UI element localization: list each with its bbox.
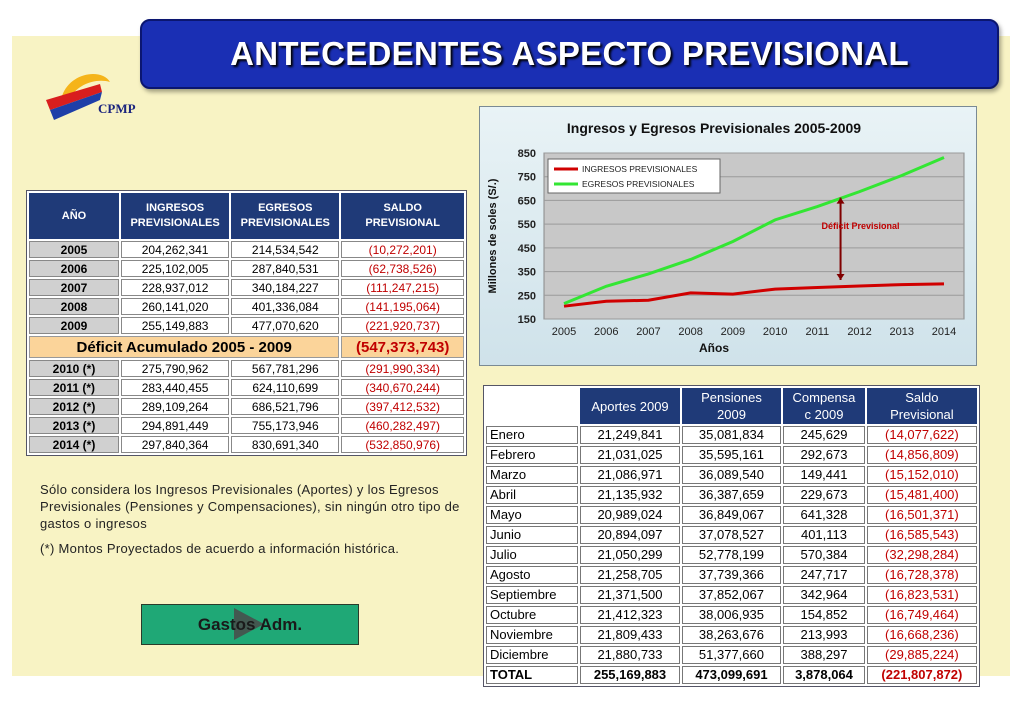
x-axis-label: Años (699, 341, 729, 355)
y-tick-label: 650 (517, 195, 536, 208)
ingresos-cell: 260,141,020 (121, 298, 229, 315)
month-cell: Septiembre (486, 586, 578, 604)
aportes-cell: 21,371,500 (580, 586, 679, 604)
ingresos-cell: 228,937,012 (121, 279, 229, 296)
saldo-cell: (15,481,400) (867, 486, 977, 504)
saldo-cell: (460,282,497) (341, 417, 464, 434)
month-cell: Enero (486, 426, 578, 444)
table-row (486, 546, 977, 564)
compensaciones-cell: 292,673 (783, 446, 865, 464)
x-tick-label: 2012 (847, 326, 872, 338)
ingresos-cell: 255,149,883 (121, 317, 229, 334)
compensaciones-cell: 149,441 (783, 466, 865, 484)
table-row (29, 241, 464, 258)
x-tick-label: 2005 (551, 326, 577, 338)
col-anio: AÑO (29, 193, 119, 239)
table-row (486, 506, 977, 524)
ingresos-cell: 275,790,962 (121, 360, 229, 377)
year-cell: 2008 (29, 298, 119, 315)
saldo-cell: (111,247,215) (341, 279, 464, 296)
year-cell: 2014 (*) (29, 436, 119, 453)
x-tick-label: 2009 (720, 326, 746, 338)
egresos-cell: 830,691,340 (231, 436, 339, 453)
col-pensiones: Pensiones 2009 (682, 388, 781, 424)
egresos-cell: 477,070,620 (231, 317, 339, 334)
saldo-cell: (16,728,378) (867, 566, 977, 584)
egresos-cell: 755,173,946 (231, 417, 339, 434)
month-cell: Marzo (486, 466, 578, 484)
compensaciones-cell: 342,964 (783, 586, 865, 604)
logo-text: CPMP (98, 101, 136, 116)
pensiones-cell: 38,263,676 (682, 626, 781, 644)
table-row (29, 398, 464, 415)
compensaciones-cell: 154,852 (783, 606, 865, 624)
note-projected: (*) Montos Proyectados de acuerdo a información histórica. (40, 541, 400, 556)
col-egresos: EGRESOS PREVISIONALES (231, 193, 339, 239)
aportes-cell: 21,880,733 (580, 646, 679, 664)
x-tick-label: 2006 (593, 326, 619, 338)
aportes-cell: 21,258,705 (580, 566, 679, 584)
saldo-cell: (141,195,064) (341, 298, 464, 315)
egresos-cell: 401,336,084 (231, 298, 339, 315)
x-tick-label: 2007 (636, 326, 661, 338)
saldo-cell: (32,298,284) (867, 546, 977, 564)
deficit-annotation: Déficit Previsional (821, 220, 900, 231)
deficit-value: (547,373,743) (341, 336, 464, 358)
year-cell: 2011 (*) (29, 379, 119, 396)
total-label: TOTAL (486, 666, 578, 684)
col-compensac: Compensa c 2009 (783, 388, 865, 424)
month-cell: Abril (486, 486, 578, 504)
gastos-adm-label: Gastos Adm. (197, 614, 303, 634)
aportes-cell: 21,050,299 (580, 546, 679, 564)
saldo-cell: (397,412,532) (341, 398, 464, 415)
table-row (486, 526, 977, 544)
x-tick-label: 2008 (678, 326, 703, 338)
table-row (486, 586, 977, 604)
compensaciones-cell: 641,328 (783, 506, 865, 524)
compensaciones-cell: 245,629 (783, 426, 865, 444)
gastos-adm-button[interactable] (141, 604, 359, 645)
x-tick-label: 2011 (805, 326, 830, 338)
table-row (486, 606, 977, 624)
table-row (29, 360, 464, 377)
month-cell: Noviembre (486, 626, 578, 644)
x-tick-label: 2013 (889, 326, 915, 338)
year-cell: 2010 (*) (29, 360, 119, 377)
total-aportes: 255,169,883 (580, 666, 679, 684)
egresos-cell: 214,534,542 (231, 241, 339, 258)
table-row (29, 298, 464, 315)
year-cell: 2013 (*) (29, 417, 119, 434)
aportes-cell: 21,809,433 (580, 626, 679, 644)
year-cell: 2006 (29, 260, 119, 277)
table-row (486, 626, 977, 644)
title-banner (140, 19, 999, 89)
y-tick-label: 250 (517, 290, 536, 303)
historic-table (26, 190, 467, 456)
saldo-cell: (10,272,201) (341, 241, 464, 258)
egresos-cell: 567,781,296 (231, 360, 339, 377)
col-ingresos: INGRESOS PREVISIONALES (121, 193, 229, 239)
saldo-cell: (29,885,224) (867, 646, 977, 664)
pensiones-cell: 37,852,067 (682, 586, 781, 604)
saldo-cell: (16,749,464) (867, 606, 977, 624)
pensiones-cell: 36,849,067 (682, 506, 781, 524)
saldo-cell: (15,152,010) (867, 466, 977, 484)
pensiones-cell: 36,387,659 (682, 486, 781, 504)
y-tick-label: 750 (517, 171, 536, 184)
col-saldo: SALDO PREVISIONAL (341, 193, 464, 239)
y-tick-label: 350 (517, 266, 536, 279)
saldo-cell: (14,856,809) (867, 446, 977, 464)
y-axis-label: Millones de soles (S/.) (487, 178, 499, 294)
table-row (29, 417, 464, 434)
table-row (486, 486, 977, 504)
y-tick-label: 550 (517, 219, 536, 232)
egresos-cell: 686,521,796 (231, 398, 339, 415)
pensiones-cell: 35,595,161 (682, 446, 781, 464)
y-tick-label: 850 (517, 148, 536, 160)
month-cell: Agosto (486, 566, 578, 584)
aportes-cell: 21,031,025 (580, 446, 679, 464)
egresos-cell: 287,840,531 (231, 260, 339, 277)
saldo-cell: (16,668,236) (867, 626, 977, 644)
year-cell: 2009 (29, 317, 119, 334)
egresos-cell: 340,184,227 (231, 279, 339, 296)
pensiones-cell: 37,078,527 (682, 526, 781, 544)
table-row (486, 466, 977, 484)
aportes-cell: 21,135,932 (580, 486, 679, 504)
table-row (486, 426, 977, 444)
aportes-cell: 20,894,097 (580, 526, 679, 544)
year-cell: 2005 (29, 241, 119, 258)
saldo-cell: (16,585,543) (867, 526, 977, 544)
saldo-cell: (14,077,622) (867, 426, 977, 444)
table-row (29, 436, 464, 453)
ingresos-cell: 289,109,264 (121, 398, 229, 415)
page-title: ANTECEDENTES ASPECTO PREVISIONAL (230, 35, 909, 72)
saldo-cell: (16,501,371) (867, 506, 977, 524)
col-aportes: Aportes 2009 (580, 388, 679, 424)
monthly-table (483, 385, 980, 687)
saldo-cell: (16,823,531) (867, 586, 977, 604)
ingresos-cell: 225,102,005 (121, 260, 229, 277)
total-row (486, 666, 977, 684)
deficit-label: Déficit Acumulado 2005 - 2009 (29, 336, 339, 358)
col-mes (486, 388, 578, 424)
aportes-cell: 21,412,323 (580, 606, 679, 624)
line-chart (480, 107, 976, 365)
egresos-cell: 624,110,699 (231, 379, 339, 396)
pensiones-cell: 38,006,935 (682, 606, 781, 624)
table-row (29, 279, 464, 296)
compensaciones-cell: 570,384 (783, 546, 865, 564)
legend-label: EGRESOS PREVISIONALES (582, 179, 695, 189)
note-text: Sólo considera los Ingresos Previsionales (Aportes) y los Egresos Previsionales (Pensiones y Compensaciones), sin ningún otro tipo de gastos o ingresos (40, 482, 460, 531)
table-row (486, 566, 977, 584)
year-cell: 2012 (*) (29, 398, 119, 415)
month-cell: Junio (486, 526, 578, 544)
x-tick-label: 2010 (762, 326, 788, 338)
chart-title: Ingresos y Egresos Previsionales 2005-2009 (566, 120, 862, 136)
y-tick-label: 450 (517, 242, 536, 255)
table-row (486, 446, 977, 464)
total-compensaciones: 3,878,064 (783, 666, 865, 684)
compensaciones-cell: 213,993 (783, 626, 865, 644)
total-pensiones: 473,099,691 (682, 666, 781, 684)
deficit-row (29, 336, 464, 358)
month-cell: Octubre (486, 606, 578, 624)
x-tick-label: 2014 (931, 326, 957, 338)
compensaciones-cell: 229,673 (783, 486, 865, 504)
aportes-cell: 21,086,971 (580, 466, 679, 484)
table-row (486, 646, 977, 664)
ingresos-cell: 297,840,364 (121, 436, 229, 453)
saldo-cell: (62,738,526) (341, 260, 464, 277)
saldo-cell: (340,670,244) (341, 379, 464, 396)
ingresos-cell: 283,440,455 (121, 379, 229, 396)
compensaciones-cell: 388,297 (783, 646, 865, 664)
chart-panel (479, 106, 977, 366)
ingresos-cell: 204,262,341 (121, 241, 229, 258)
table-row (29, 379, 464, 396)
saldo-cell: (532,850,976) (341, 436, 464, 453)
compensaciones-cell: 401,113 (783, 526, 865, 544)
month-cell: Diciembre (486, 646, 578, 664)
pensiones-cell: 52,778,199 (682, 546, 781, 564)
month-cell: Febrero (486, 446, 578, 464)
saldo-cell: (221,920,737) (341, 317, 464, 334)
year-cell: 2007 (29, 279, 119, 296)
ingresos-cell: 294,891,449 (121, 417, 229, 434)
y-tick-label: 150 (517, 314, 536, 326)
table-row (29, 317, 464, 334)
pensiones-cell: 37,739,366 (682, 566, 781, 584)
col-saldo-previsional: Saldo Previsional (867, 388, 977, 424)
pensiones-cell: 36,089,540 (682, 466, 781, 484)
month-cell: Mayo (486, 506, 578, 524)
pensiones-cell: 35,081,834 (682, 426, 781, 444)
aportes-cell: 20,989,024 (580, 506, 679, 524)
cpmp-logo-icon (40, 64, 150, 134)
pensiones-cell: 51,377,660 (682, 646, 781, 664)
compensaciones-cell: 247,717 (783, 566, 865, 584)
month-cell: Julio (486, 546, 578, 564)
legend-label: INGRESOS PREVISIONALES (582, 164, 698, 174)
total-saldo: (221,807,872) (867, 666, 977, 684)
saldo-cell: (291,990,334) (341, 360, 464, 377)
table-row (29, 260, 464, 277)
aportes-cell: 21,249,841 (580, 426, 679, 444)
